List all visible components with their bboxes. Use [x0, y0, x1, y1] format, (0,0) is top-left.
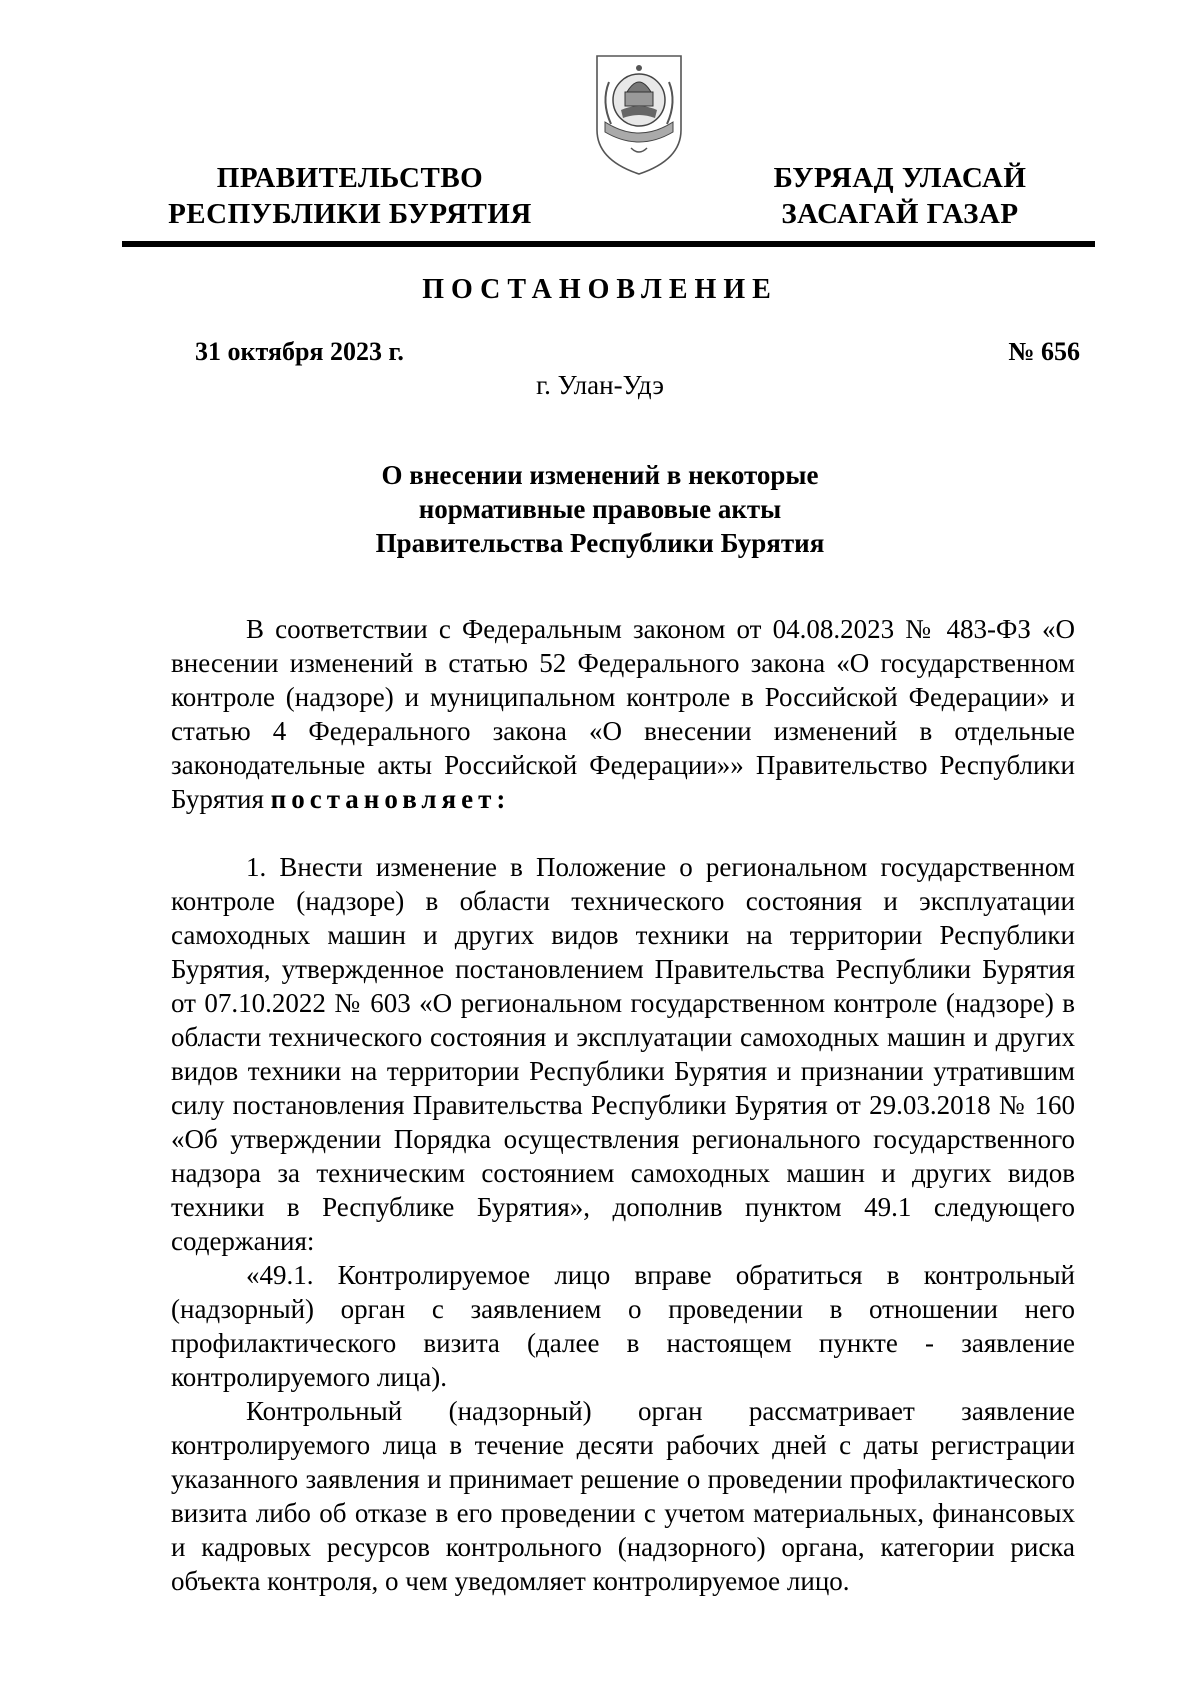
- header-left-org: [150, 160, 550, 232]
- coat-of-arms-icon: [591, 52, 687, 178]
- paragraph-gap: [171, 816, 1075, 850]
- header-right-line1: БУРЯАД УЛАСАЙ: [773, 162, 1027, 194]
- header-left-line1: ПРАВИТЕЛЬСТВО: [216, 162, 484, 194]
- preamble-text: В соответствии с Федеральным законом от 04.08.2023 № 483-ФЗ «О внесении изменений в статью 52 Федерального закона «О государственном контроле (надзоре) и муниципальном контроле в Российской Федерации» и статью 4 Федерального закона «О внесении изменений в отдельные законодательные акты Российской Федерации»» Правительство Республики Бурятия: [171, 614, 1075, 814]
- paragraph-item-49-1: «49.1. Контролируемое лицо вправе обратиться в контрольный (надзорный) орган с заявлением о проведении в отношении него профилактического визита (далее в настоящем пункте - заявление контролируемого лица).: [171, 1260, 1075, 1392]
- document-number: № 656: [1008, 337, 1080, 366]
- header-right-line2: ЗАСАГАЙ ГАЗАР: [781, 198, 1019, 230]
- document-body: [171, 612, 1075, 1598]
- document-date: 31 октября 2023 г.: [195, 337, 404, 366]
- title-line-1: О внесении изменений в некоторые: [381, 460, 819, 490]
- paragraph-review: Контрольный (надзорный) орган рассматривает заявление контролируемого лица в течение десяти рабочих дней с даты регистрации указанного заявления и принимает решение о проведении профилактического визита либо об отказе в его проведении с учетом материальных, финансовых и кадровых ресурсов контрольного (надзорного) органа, категории риска объекта контроля, о чем уведомляет контролируемое лицо.: [171, 1396, 1075, 1596]
- header-divider: [122, 241, 1095, 247]
- paragraph-item-1: 1. Внести изменение в Положение о региональном государственном контроле (надзоре) в области технического состояния и эксплуатации самоходных машин и других видов техники на территории Республики Бурятия, утвержденное постановлением Правительства Республики Бурятия от 07.10.2022 № 603 «О региональном государственном контроле (надзоре) в области технического состояния и эксплуатации самоходных машин и других видов техники на территории Республики Бурятия и признании утратившим силу постановления Правительства Республики Бурятия от 29.03.2018 № 160 «Об утверждении Порядка осуществления регионального государственного надзора за техническим состоянием самоходных машин и других видов техники в Республике Бурятия», дополнив пунктом 49.1 следующего содержания:: [171, 852, 1075, 1256]
- header-left-line2: РЕСПУБЛИКИ БУРЯТИЯ: [168, 198, 532, 230]
- decree-keyword: постановляет:: [270, 784, 511, 814]
- document-type: ПОСТАНОВЛЕНИЕ: [422, 274, 778, 305]
- header-right-org: [730, 160, 1070, 232]
- document-title: [0, 458, 1200, 560]
- title-line-2: нормативные правовые акты: [418, 494, 782, 524]
- paragraph-preamble: [171, 612, 1075, 816]
- document-city: г. Улан-Удэ: [536, 370, 664, 400]
- title-line-3: Правительства Республики Бурятия: [375, 528, 825, 558]
